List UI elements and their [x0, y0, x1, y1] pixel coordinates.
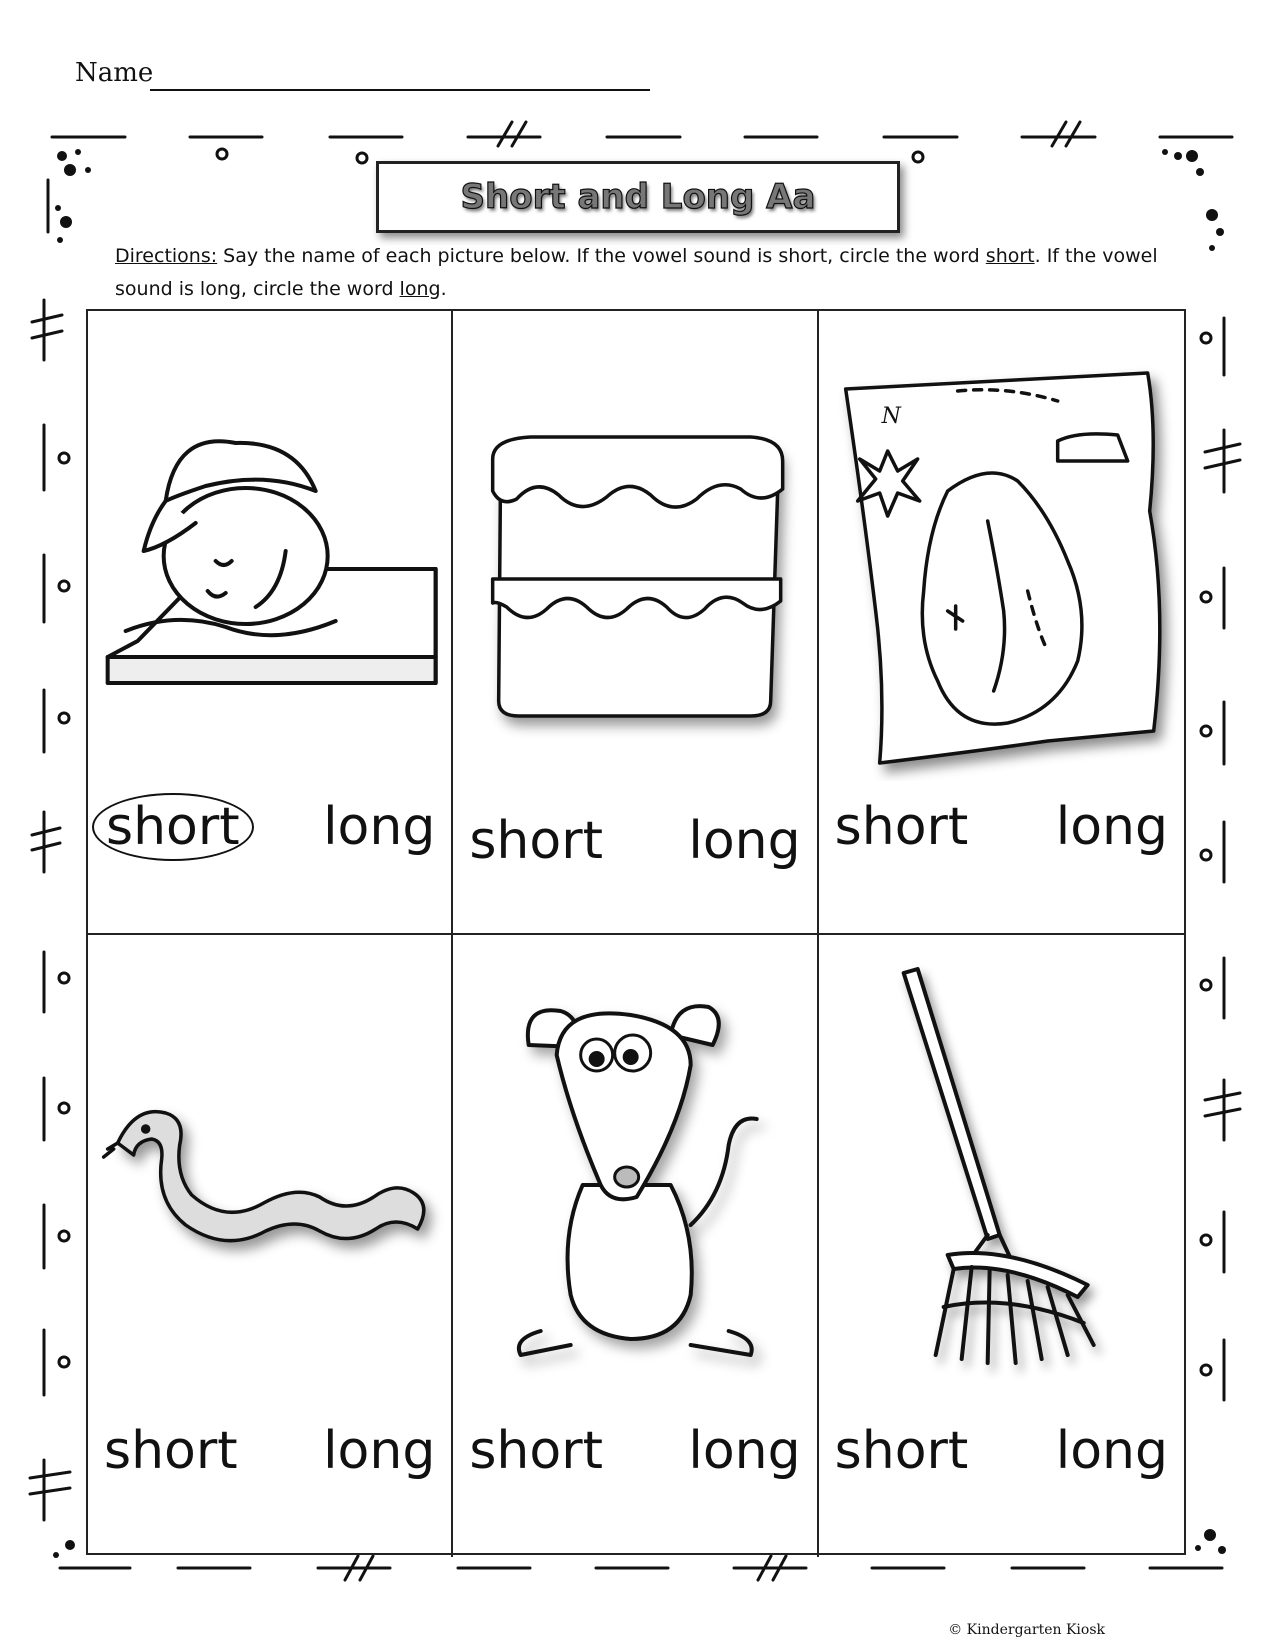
- short-option[interactable]: short: [469, 1421, 603, 1481]
- cake-icon: [453, 311, 816, 781]
- long-option[interactable]: long: [688, 811, 801, 871]
- cell-snake: [88, 935, 453, 1557]
- directions-text-2: . If the vowel sound is long, circle the word: [115, 245, 1158, 300]
- cell-rake: [819, 935, 1184, 1557]
- rat-icon: [453, 935, 816, 1405]
- long-option[interactable]: long: [323, 1421, 436, 1481]
- directions-text-3: .: [440, 278, 447, 300]
- cell-cake: [453, 311, 818, 935]
- directions: [115, 240, 1185, 306]
- short-option[interactable]: short: [104, 1421, 238, 1481]
- short-option[interactable]: short: [834, 1421, 969, 1481]
- short-option[interactable]: short: [469, 811, 603, 871]
- directions-label: Directions:: [115, 245, 218, 267]
- picture-grid: [86, 309, 1186, 1555]
- cell-map: [819, 311, 1184, 935]
- long-option[interactable]: long: [1055, 797, 1168, 857]
- snake-icon: [88, 935, 451, 1405]
- worksheet-title: Short and Long Aa: [460, 177, 816, 217]
- short-option[interactable]: short: [834, 797, 969, 857]
- long-option[interactable]: long: [323, 797, 436, 857]
- cell-nap: [88, 311, 453, 935]
- cell-rat: [453, 935, 818, 1557]
- copyright-footer: © Kindergarten Kiosk: [948, 1622, 1105, 1638]
- svg-text:N: N: [881, 404, 901, 429]
- name-input-line[interactable]: [150, 89, 650, 91]
- directions-text-1: Say the name of each picture below. If the vowel sound is short, circle the word: [217, 245, 986, 267]
- name-label: Name: [75, 58, 154, 88]
- rake-icon: [819, 935, 1184, 1405]
- long-option[interactable]: long: [1055, 1421, 1168, 1481]
- short-option[interactable]: [104, 797, 254, 857]
- short-answer-circle: short: [92, 793, 254, 861]
- directions-short-word: short: [985, 245, 1035, 267]
- title-box: [376, 161, 900, 233]
- long-option[interactable]: long: [688, 1421, 801, 1481]
- map-icon: [819, 311, 1184, 781]
- directions-long-word: long: [399, 278, 441, 300]
- nap-icon: [88, 311, 451, 781]
